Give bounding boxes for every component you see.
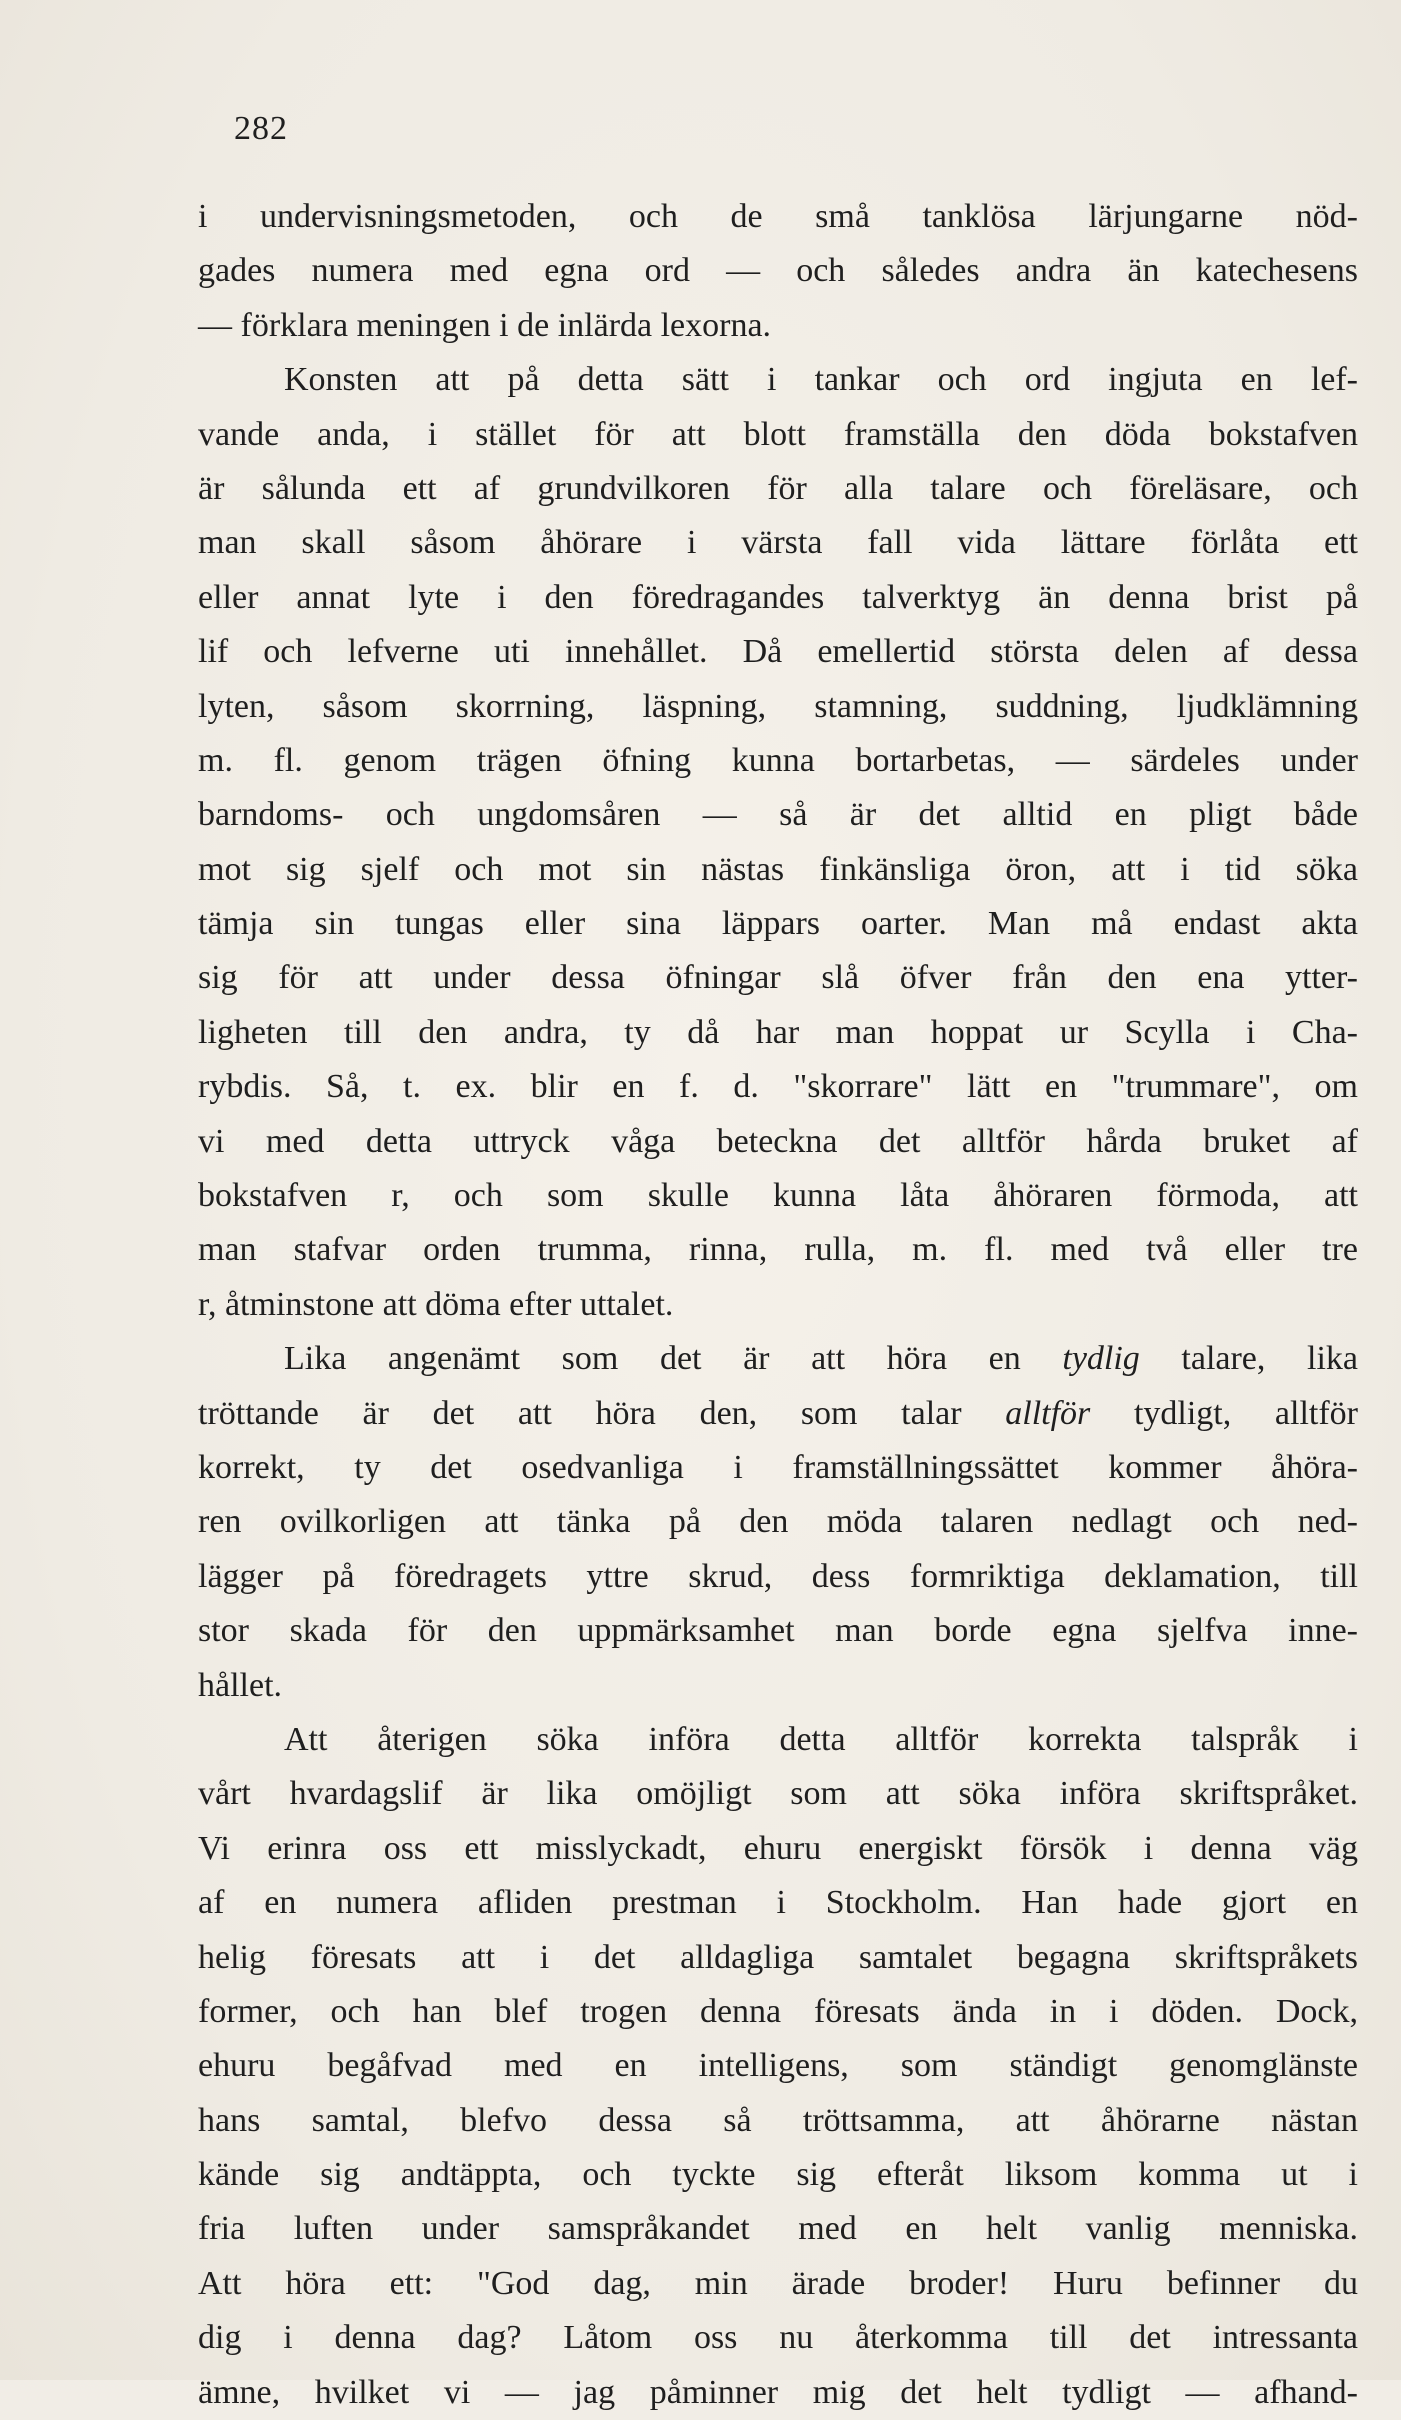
- page-number: 282: [234, 110, 288, 147]
- text-line: eller annat lyte i den föredragandes talverktyg än denna brist på: [198, 578, 1358, 616]
- text-line: tämja sin tungas eller sina läppars oarter. Man må endast akta: [198, 905, 1358, 943]
- text-line: fria luften under samspråkandet med en helt vanlig menniska.: [198, 2210, 1358, 2248]
- text-line: dig i denna dag? Låtom oss nu återkomma till det intressanta: [198, 2319, 1358, 2357]
- text-line: i undervisningsmetoden, och de små tanklösa lärjungarne nöd-: [198, 198, 1358, 235]
- text-line: vårt hvardagslif är lika omöjligt som att söka införa skriftspråket.: [198, 1775, 1358, 1813]
- text-line: m. fl. genom trägen öfning kunna bortarbetas, — särdeles under: [198, 741, 1358, 779]
- text-line: Vi erinra oss ett misslyckadt, ehuru energiskt försök i denna väg: [198, 1829, 1358, 1867]
- text-line: ehuru begåfvad med en intelligens, som ständigt genomglänste: [198, 2047, 1358, 2085]
- text-line: af en numera afliden prestman i Stockholm. Han hade gjort en: [198, 1884, 1358, 1922]
- text-line: är sålunda ett af grundvilkoren för alla talare och föreläsare, och: [198, 469, 1358, 507]
- text-line: lif och lefverne uti innehållet. Då emellertid största delen af dessa: [198, 633, 1358, 671]
- text-line: hans samtal, blefvo dessa så tröttsamma, att åhörarne nästan: [198, 2101, 1358, 2139]
- text-line: sig för att under dessa öfningar slå öfver från den ena ytter-: [198, 959, 1358, 997]
- text-line: Konsten att på detta sätt i tankar och ord ingjuta en lef-: [284, 361, 1358, 399]
- text-line: — förklara meningen i de inlärda lexorna.: [198, 306, 772, 344]
- text-line: man skall såsom åhörare i värsta fall vida lättare förlåta ett: [198, 524, 1358, 562]
- text-line: rybdis. Så, t. ex. blir en f. d. "skorrare" lätt en "trummare", om: [198, 1068, 1358, 1106]
- text-line: mot sig sjelf och mot sin nästas finkänsliga öron, att i tid söka: [198, 850, 1358, 888]
- text-line: Att höra ett: "God dag, min ärade broder! Huru befinner du: [198, 2264, 1358, 2302]
- text-line: vande anda, i stället för att blott framställa den döda bokstafven: [198, 415, 1358, 453]
- text-line: gades numera med egna ord — och således andra än katechesens: [198, 252, 1358, 290]
- text-line: tröttande är det att höra den, som talar alltför tydligt, alltför: [198, 1394, 1359, 1432]
- text-line: bokstafven r, och som skulle kunna låta åhöraren förmoda, att: [198, 1177, 1358, 1215]
- text-line: r, åtminstone att döma efter uttalet.: [198, 1285, 674, 1323]
- text-line: Lika angenämt som det är att höra en tydlig talare, lika: [284, 1340, 1358, 1378]
- text-line: vi med detta uttryck våga beteckna det alltför hårda bruket af: [198, 1122, 1358, 1160]
- text-line: ämne, hvilket vi — jag påminner mig det helt tydligt — afhand-: [198, 2373, 1358, 2411]
- text-line: lägger på föredragets yttre skrud, dess formriktiga deklamation, till: [198, 1557, 1358, 1595]
- body-text: [198, 190, 1358, 2420]
- text-line: hållet.: [198, 1666, 283, 1704]
- text-line: man stafvar orden trumma, rinna, rulla, m. fl. med två eller tre: [198, 1231, 1358, 1269]
- text-line: helig föresats att i det alldagliga samtalet begagna skriftspråkets: [198, 1938, 1358, 1976]
- text-line: Att återigen söka införa detta alltför korrekta talspråk i: [284, 1720, 1358, 1758]
- text-line: former, och han blef trogen denna föresats ända in i döden. Dock,: [198, 1992, 1358, 2030]
- text-line: kände sig andtäppta, och tyckte sig efteråt liksom komma ut i: [198, 2156, 1358, 2194]
- text-line: korrekt, ty det osedvanliga i framställningssättet kommer åhöra-: [198, 1448, 1358, 1486]
- text-line: lyten, såsom skorrning, läspning, stamning, suddning, ljudklämning: [198, 687, 1358, 725]
- text-line: ligheten till den andra, ty då har man hoppat ur Scylla i Cha-: [198, 1013, 1358, 1051]
- text-line: stor skada för den uppmärksamhet man borde egna sjelfva inne-: [198, 1612, 1358, 1650]
- text-line: barndoms- och ungdomsåren — så är det alltid en pligt både: [198, 796, 1358, 834]
- text-line: ren ovilkorligen att tänka på den möda talaren nedlagt och ned-: [198, 1503, 1358, 1541]
